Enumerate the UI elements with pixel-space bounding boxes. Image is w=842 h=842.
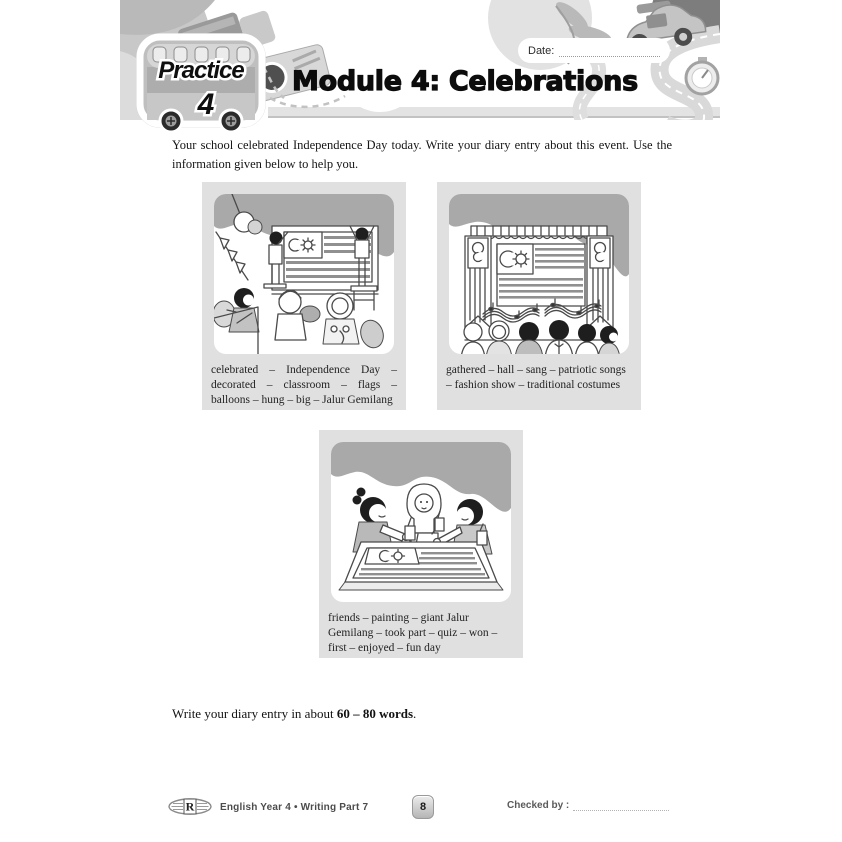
picture-caption: friends – painting – giant Jalur Gemilang – took part – quiz – won – first – enjoyed – fun day: [328, 612, 498, 655]
badge-title: Practice: [158, 57, 244, 84]
picture-caption: celebrated – Independence Day – decorated – classroom – flags – balloons – hung – big – Jalur Gemilang: [211, 364, 397, 407]
publisher-logo: [168, 798, 212, 815]
footer-series-label: English Year 4 • Writing Part 7: [220, 802, 369, 813]
compass-icon: [686, 57, 718, 94]
logo-letter: R: [185, 799, 195, 814]
page-number-badge: 8: [412, 795, 434, 819]
task-word-count: 60 – 80 words: [336, 706, 414, 721]
date-label: Date:: [528, 44, 555, 57]
picture-card-painting: [319, 430, 523, 658]
practice-badge: [134, 22, 268, 134]
painting-illustration: [319, 430, 523, 606]
picture-caption: gathered – hall – sang – patriotic songs – fashion show – traditional costumes: [446, 364, 626, 392]
hall-illustration: [437, 182, 641, 358]
task-line: [172, 706, 416, 722]
date-write-line: [559, 44, 660, 57]
page-title: Module 4: Celebrations: [292, 66, 638, 97]
date-field: [518, 38, 670, 63]
task-prefix: Write your diary entry in about: [172, 706, 337, 721]
task-suffix: .: [413, 706, 417, 721]
picture-card-classroom: [202, 182, 406, 410]
badge-number: 4: [197, 88, 215, 121]
checked-by-label: Checked by :: [507, 800, 570, 811]
checked-by-write-line: [573, 800, 669, 811]
picture-card-hall: [437, 182, 641, 410]
checked-by-field: [507, 800, 669, 811]
classroom-illustration: [202, 182, 406, 358]
instructions-text: Your school celebrated Independence Day today. Write your diary entry about this event. Use the information given below to help you.: [172, 138, 672, 172]
